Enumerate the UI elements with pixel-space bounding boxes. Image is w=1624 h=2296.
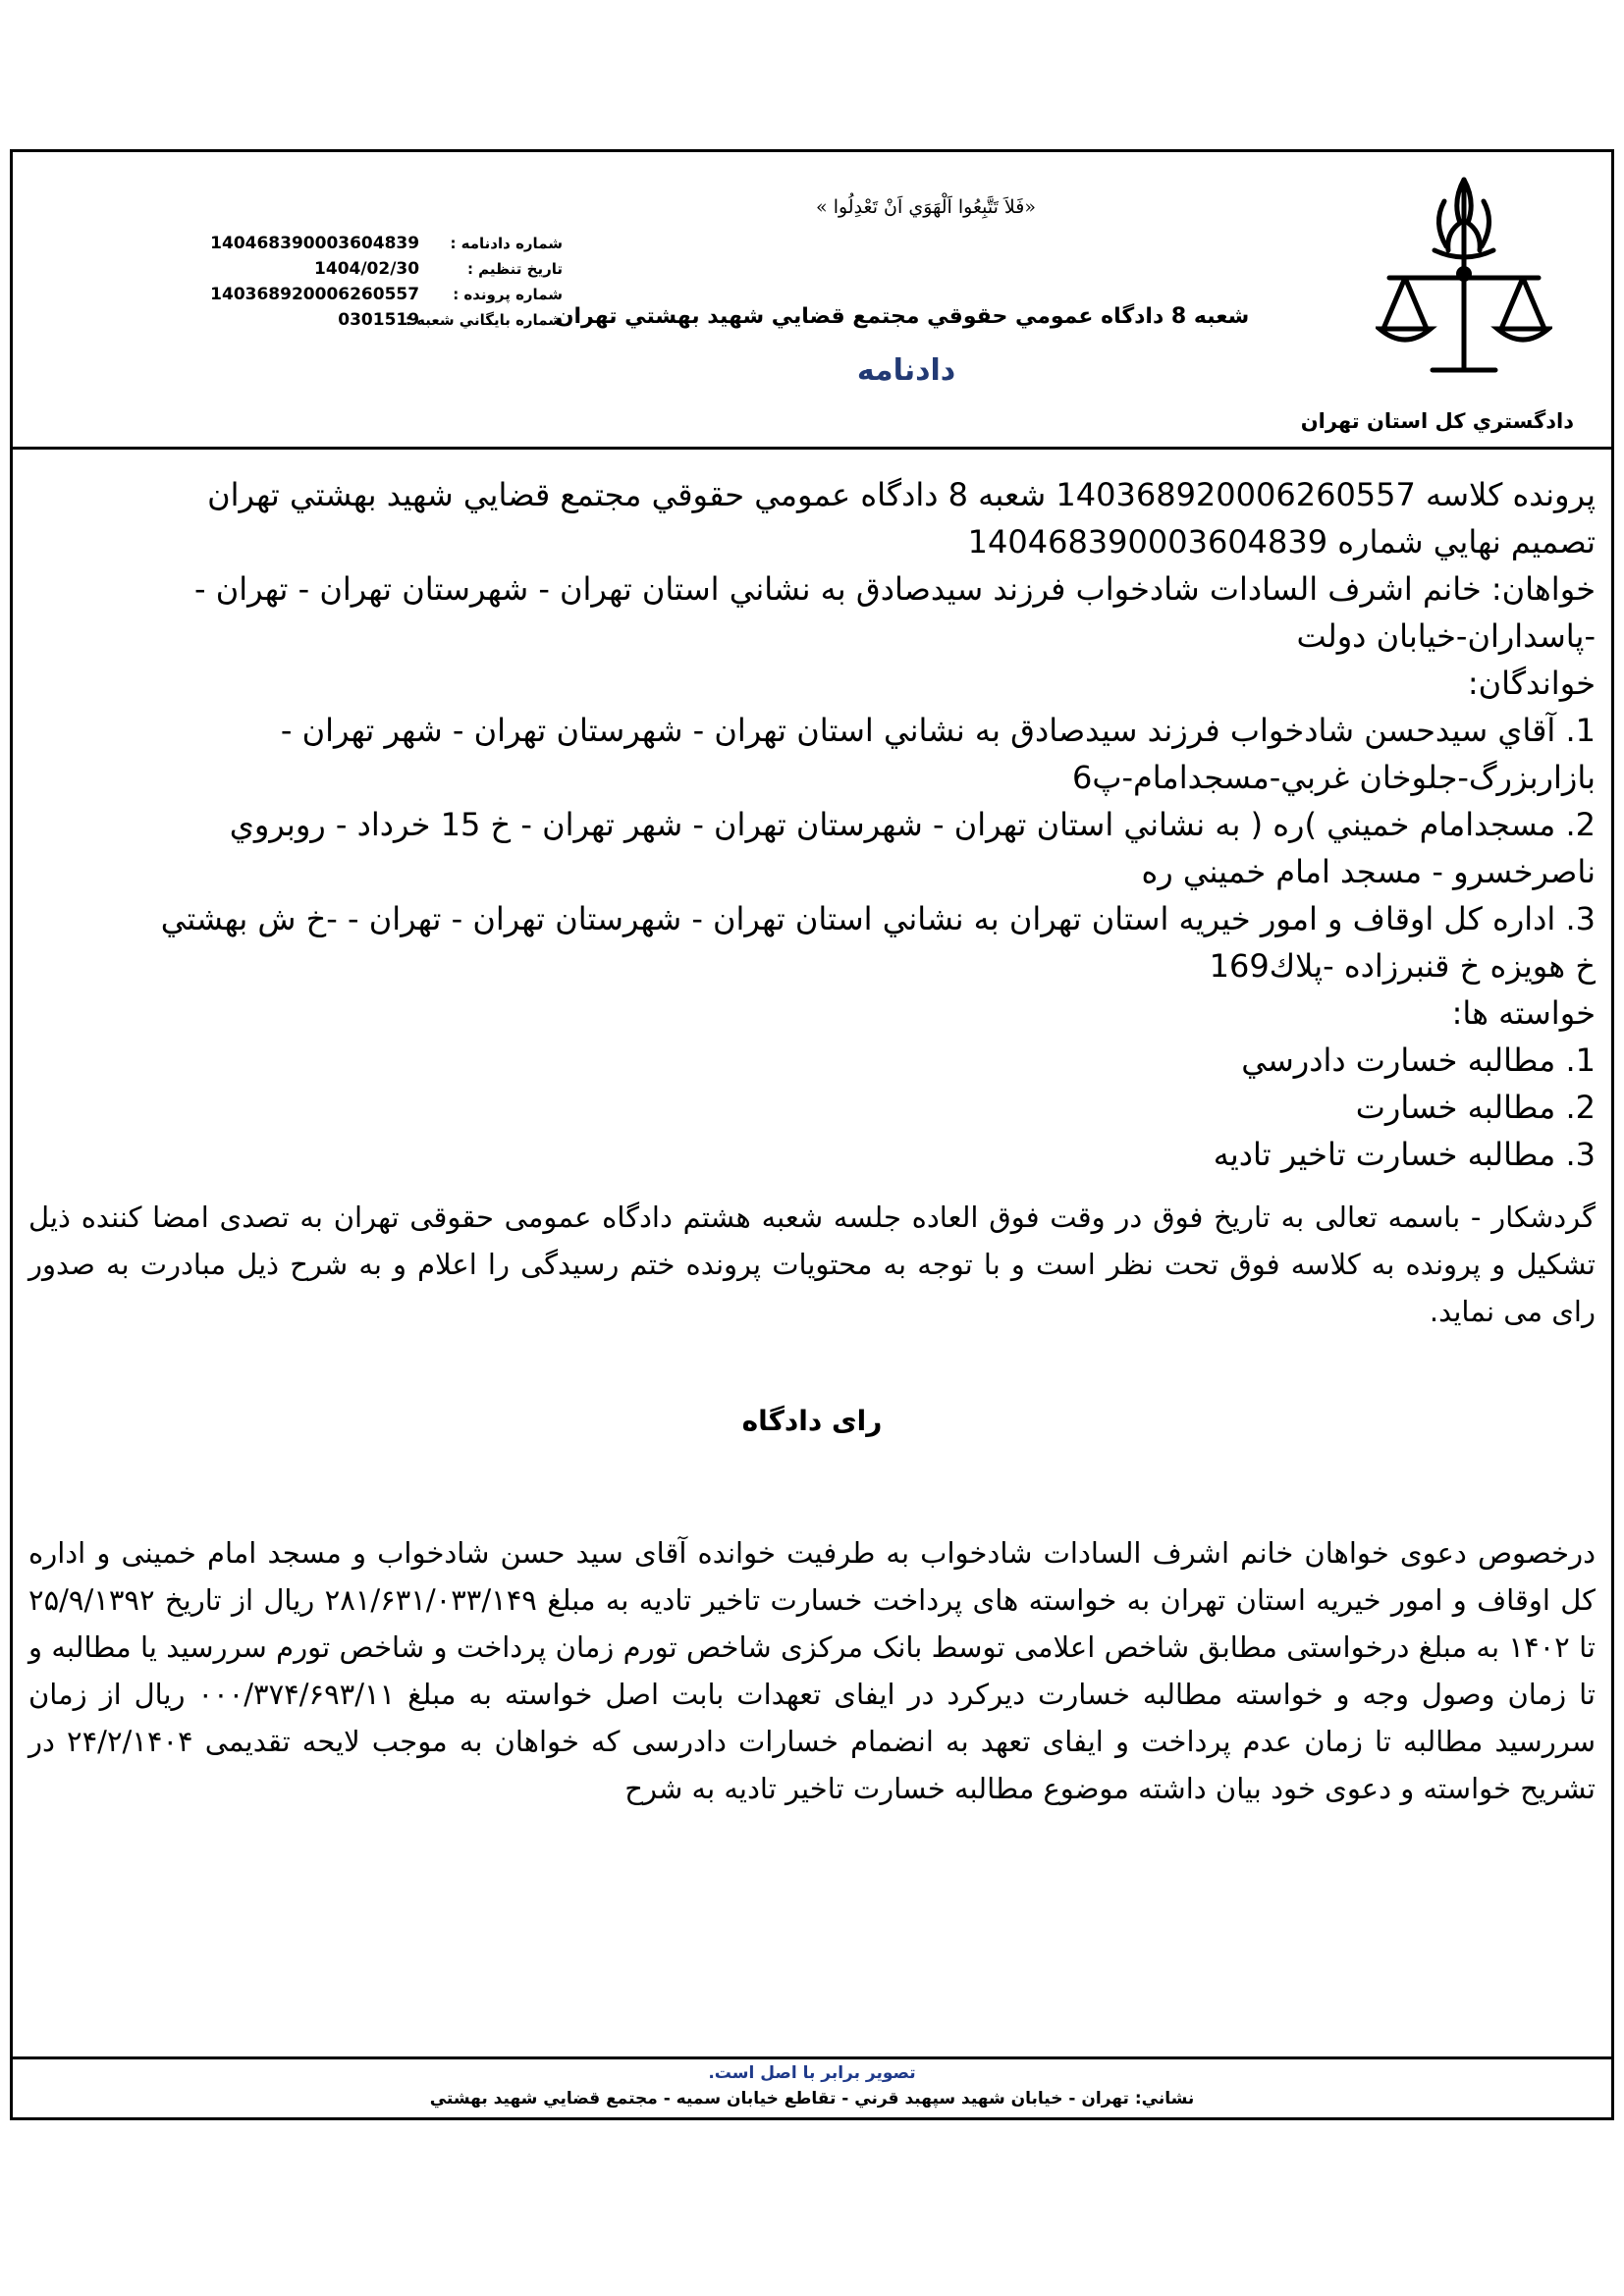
document-header (13, 152, 1611, 450)
verdict-number-value: 140468390003604839 (210, 234, 420, 253)
certification-note: تصوير برابر با اصل است. (708, 2063, 916, 2083)
judiciary-caption: دادگستري كل استان تهران (1300, 409, 1574, 433)
defendant-2-line: 2. مسجدامام خميني )ره ( به نشاني استان تهران - شهرستان تهران - شهر تهران - خ 15 خرداد - روبروي (229, 806, 1596, 843)
archive-number-label: شماره بايگاني شعبه : (405, 311, 563, 329)
verdict-number-label: شماره دادنامه : (450, 235, 563, 252)
final-decision-line: تصميم نهايي شماره 140468390003604839 (967, 523, 1596, 561)
document-footer (13, 2056, 1611, 2117)
court-address: نشاني: تهران - خيابان شهيد سپهبد قرني - تقاطع خيابان سميه - مجتمع قضايي شهيد بهشتي (429, 2089, 1195, 2109)
defendants-heading: خواندگان: (1467, 665, 1596, 702)
quran-verse: «فَلاَ تَتَّبِعُوا اَلْهَوَي اَنْ تَعْدِلُوا » (816, 196, 1036, 218)
case-file-line: پرونده كلاسه 140368920006260557 شعبه 8 دادگاه عمومي حقوقي مجتمع قضايي شهيد بهشتي تهران (207, 476, 1596, 513)
plaintiff-line: خواهان: خانم اشرف السادات شادخواب فرزند سيدصادق به نشاني استان تهران - شهرستان تهران - تهران - (194, 570, 1596, 608)
archive-number-value: 0301519 (338, 310, 420, 330)
claim-3: 3. مطالبه خسارت تاخير تاديه (1213, 1136, 1596, 1173)
case-number-value: 140368920006260557 (210, 285, 420, 304)
plaintiff-address-line: -پاسداران-خيابان دولت (1296, 617, 1596, 655)
issue-date-label: تاريخ تنظيم : (466, 260, 563, 278)
document-body (28, 471, 1596, 1812)
verdict-paragraph: درخصوص دعوی خواهان خانم اشرف السادات شادخواب به طرفیت خوانده آقای سید حسن شادخواب و مسجد امام خمینی و اداره کل اوقاف و امور خیریه استان تهران به خواسته های پرداخت خسارت تاخیر تادیه به مبلغ ۲۸۱/۶۳۱/۰۳۳/۱۴۹ ریال از تاریخ ۲۵/۹/۱۳۹۲ تا ۱۴۰۲ به مبلغ درخواستی مطابق شاخص اعلامی توسط بانک مرکزی شاخص تورم زمان پرداخت و شاخص تورم سررسید یا مطالبه و تا زمان وصول وجه و خواسته مطالبه خسارت دیرکرد در ایفای تعهدات بابت اصل خواسته به مبلغ ۰۰۰/۳۷۴/۶۹۳/۱۱ ریال از زمان سررسید مطالبه تا زمان عدم پرداخت و ایفای تعهد به انضمام خسارات دادرسی که خواهان به موجب لایحه تقدیمی ۲۴/۲/۱۴۰۴ در تشریح خواسته و دعوی خود بیان داشته موضوع مطالبه خسارت تاخیر تادیه به شرح (28, 1536, 1596, 1805)
defendant-3-line: 3. اداره كل اوقاف و امور خيريه استان تهران به نشاني استان تهران - شهرستان تهران - تهران - -خ ش بهشتي (160, 900, 1596, 937)
issue-date-value: 1404/02/30 (314, 259, 420, 279)
case-number-row (150, 282, 563, 307)
document-frame (10, 149, 1614, 2120)
archive-number-row (150, 307, 563, 333)
verdict-number-row (150, 231, 563, 256)
defendant-2-address-line: ناصرخسرو - مسجد امام خميني ره (1141, 853, 1596, 890)
claim-1: 1. مطالبه خسارت دادرسي (1241, 1041, 1596, 1079)
defendant-1-address-line: بازاربزرگ-جلوخان غربي-مسجدامام-پ6 (1071, 759, 1596, 796)
issue-date-row (150, 256, 563, 282)
case-number-label: شماره پرونده : (453, 286, 563, 303)
defendant-3-address-line: خ هويزه خ قنبرزاده -پلاك169 (1209, 947, 1596, 985)
scales-of-justice-emblem-icon (1376, 172, 1552, 383)
verdict-heading: رای دادگاه (741, 1405, 883, 1437)
claim-2: 2. مطالبه خسارت (1355, 1089, 1596, 1126)
defendant-1-line: 1. آقاي سيدحسن شادخواب فرزند سيدصادق به نشاني استان تهران - شهرستان تهران - شهر تهران - (280, 712, 1596, 749)
proceedings-paragraph: گردشكار - باسمه تعالی به تاریخ فوق در وقت فوق العاده جلسه شعبه هشتم دادگاه عمومی حقوقی تهران به تصدی امضا کننده ذیل تشکیل و پرونده به کلاسه فوق تحت نظر است و با توجه به محتویات پرونده ختم رسیدگی را اعلام و به شرح ذیل مبادرت به صدور رای می نماید. (28, 1201, 1596, 1328)
document-title: دادنامه (856, 353, 956, 388)
case-metadata (150, 231, 563, 333)
court-branch-title: شعبه 8 دادگاه عمومي حقوقي مجتمع قضايي شهيد بهشتي تهران (555, 304, 1250, 329)
claims-heading: خواسته ها: (1451, 994, 1596, 1032)
